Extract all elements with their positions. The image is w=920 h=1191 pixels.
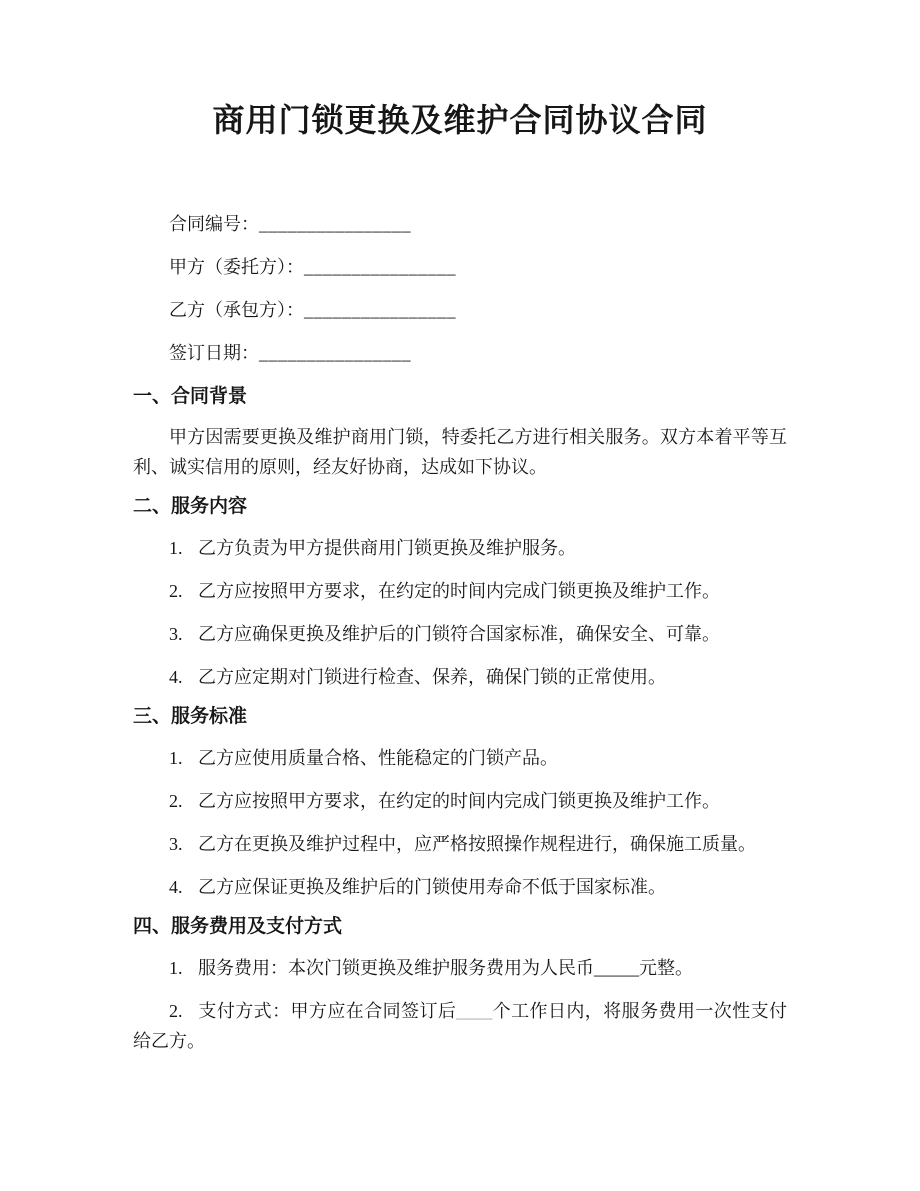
item-number: 4.	[169, 667, 183, 687]
list-item	[133, 829, 787, 859]
payment-item	[133, 996, 787, 1056]
item-text: 乙方应保证更换及维护后的门锁使用寿命不低于国家标准。	[198, 877, 666, 897]
item-text: 乙方应使用质量合格、性能稳定的门锁产品。	[198, 748, 558, 768]
item-text: 个工作日内，将服务费用一次性支付给乙方。	[133, 1001, 788, 1051]
item-number: 1.	[169, 538, 183, 558]
fee-item	[133, 953, 787, 983]
item-number: 1.	[169, 748, 183, 768]
section-background-paragraph: 甲方因需要更换及维护商用门锁，特委托乙方进行相关服务。双方本着平等互利、诚实信用的原则，经友好协商，达成如下协议。	[133, 427, 787, 477]
section-services-heading: 二、服务内容	[133, 496, 248, 517]
field-label: 合同编号：	[169, 214, 259, 234]
section-standards-heading: 三、服务标准	[133, 706, 248, 727]
item-text: 乙方应确保更换及维护后的门锁符合国家标准，确保安全、可靠。	[198, 624, 720, 644]
item-number: 3.	[169, 624, 183, 644]
days-blank: ____	[456, 1001, 493, 1021]
item-number: 1.	[169, 958, 183, 978]
list-item	[133, 662, 787, 692]
contract-number-blank: ________________	[259, 214, 411, 234]
item-number: 3.	[169, 834, 183, 854]
field-label: 甲方（委托方）：	[169, 257, 304, 277]
item-number: 2.	[169, 581, 183, 601]
signing-date-blank: ________________	[259, 343, 411, 363]
list-item	[133, 533, 787, 563]
contract-number-line	[133, 212, 787, 237]
amount-blank: _____	[594, 958, 639, 978]
signing-date-line	[133, 341, 787, 366]
list-item	[133, 576, 787, 606]
section-fees-heading: 四、服务费用及支付方式	[133, 916, 343, 937]
party-a-blank: ________________	[304, 257, 456, 277]
item-text: 服务费用：本次门锁更换及维护服务费用为人民币	[198, 958, 594, 978]
item-number: 2.	[169, 791, 183, 811]
item-text: 元整。	[639, 958, 693, 978]
document-title: 商用门锁更换及维护合同协议合同	[212, 102, 708, 138]
header-fields	[133, 212, 787, 366]
item-text: 乙方在更换及维护过程中，应严格按照操作规程进行，确保施工质量。	[198, 834, 756, 854]
item-text: 乙方应定期对门锁进行检查、保养，确保门锁的正常使用。	[198, 667, 666, 687]
item-text: 支付方式：甲方应在合同签订后	[198, 1001, 457, 1021]
party-a-line	[133, 255, 787, 280]
item-text: 乙方负责为甲方提供商用门锁更换及维护服务。	[198, 538, 576, 558]
item-number: 4.	[169, 877, 183, 897]
item-text: 乙方应按照甲方要求，在约定的时间内完成门锁更换及维护工作。	[198, 581, 720, 601]
party-b-blank: ________________	[304, 300, 456, 320]
item-number: 2.	[169, 1001, 183, 1021]
list-item	[133, 619, 787, 649]
list-item	[133, 743, 787, 773]
section-background-heading: 一、合同背景	[133, 386, 248, 407]
list-item	[133, 786, 787, 816]
party-b-line	[133, 298, 787, 323]
list-item	[133, 872, 787, 902]
field-label: 签订日期：	[169, 343, 259, 363]
field-label: 乙方（承包方）：	[169, 300, 304, 320]
item-text: 乙方应按照甲方要求，在约定的时间内完成门锁更换及维护工作。	[198, 791, 720, 811]
